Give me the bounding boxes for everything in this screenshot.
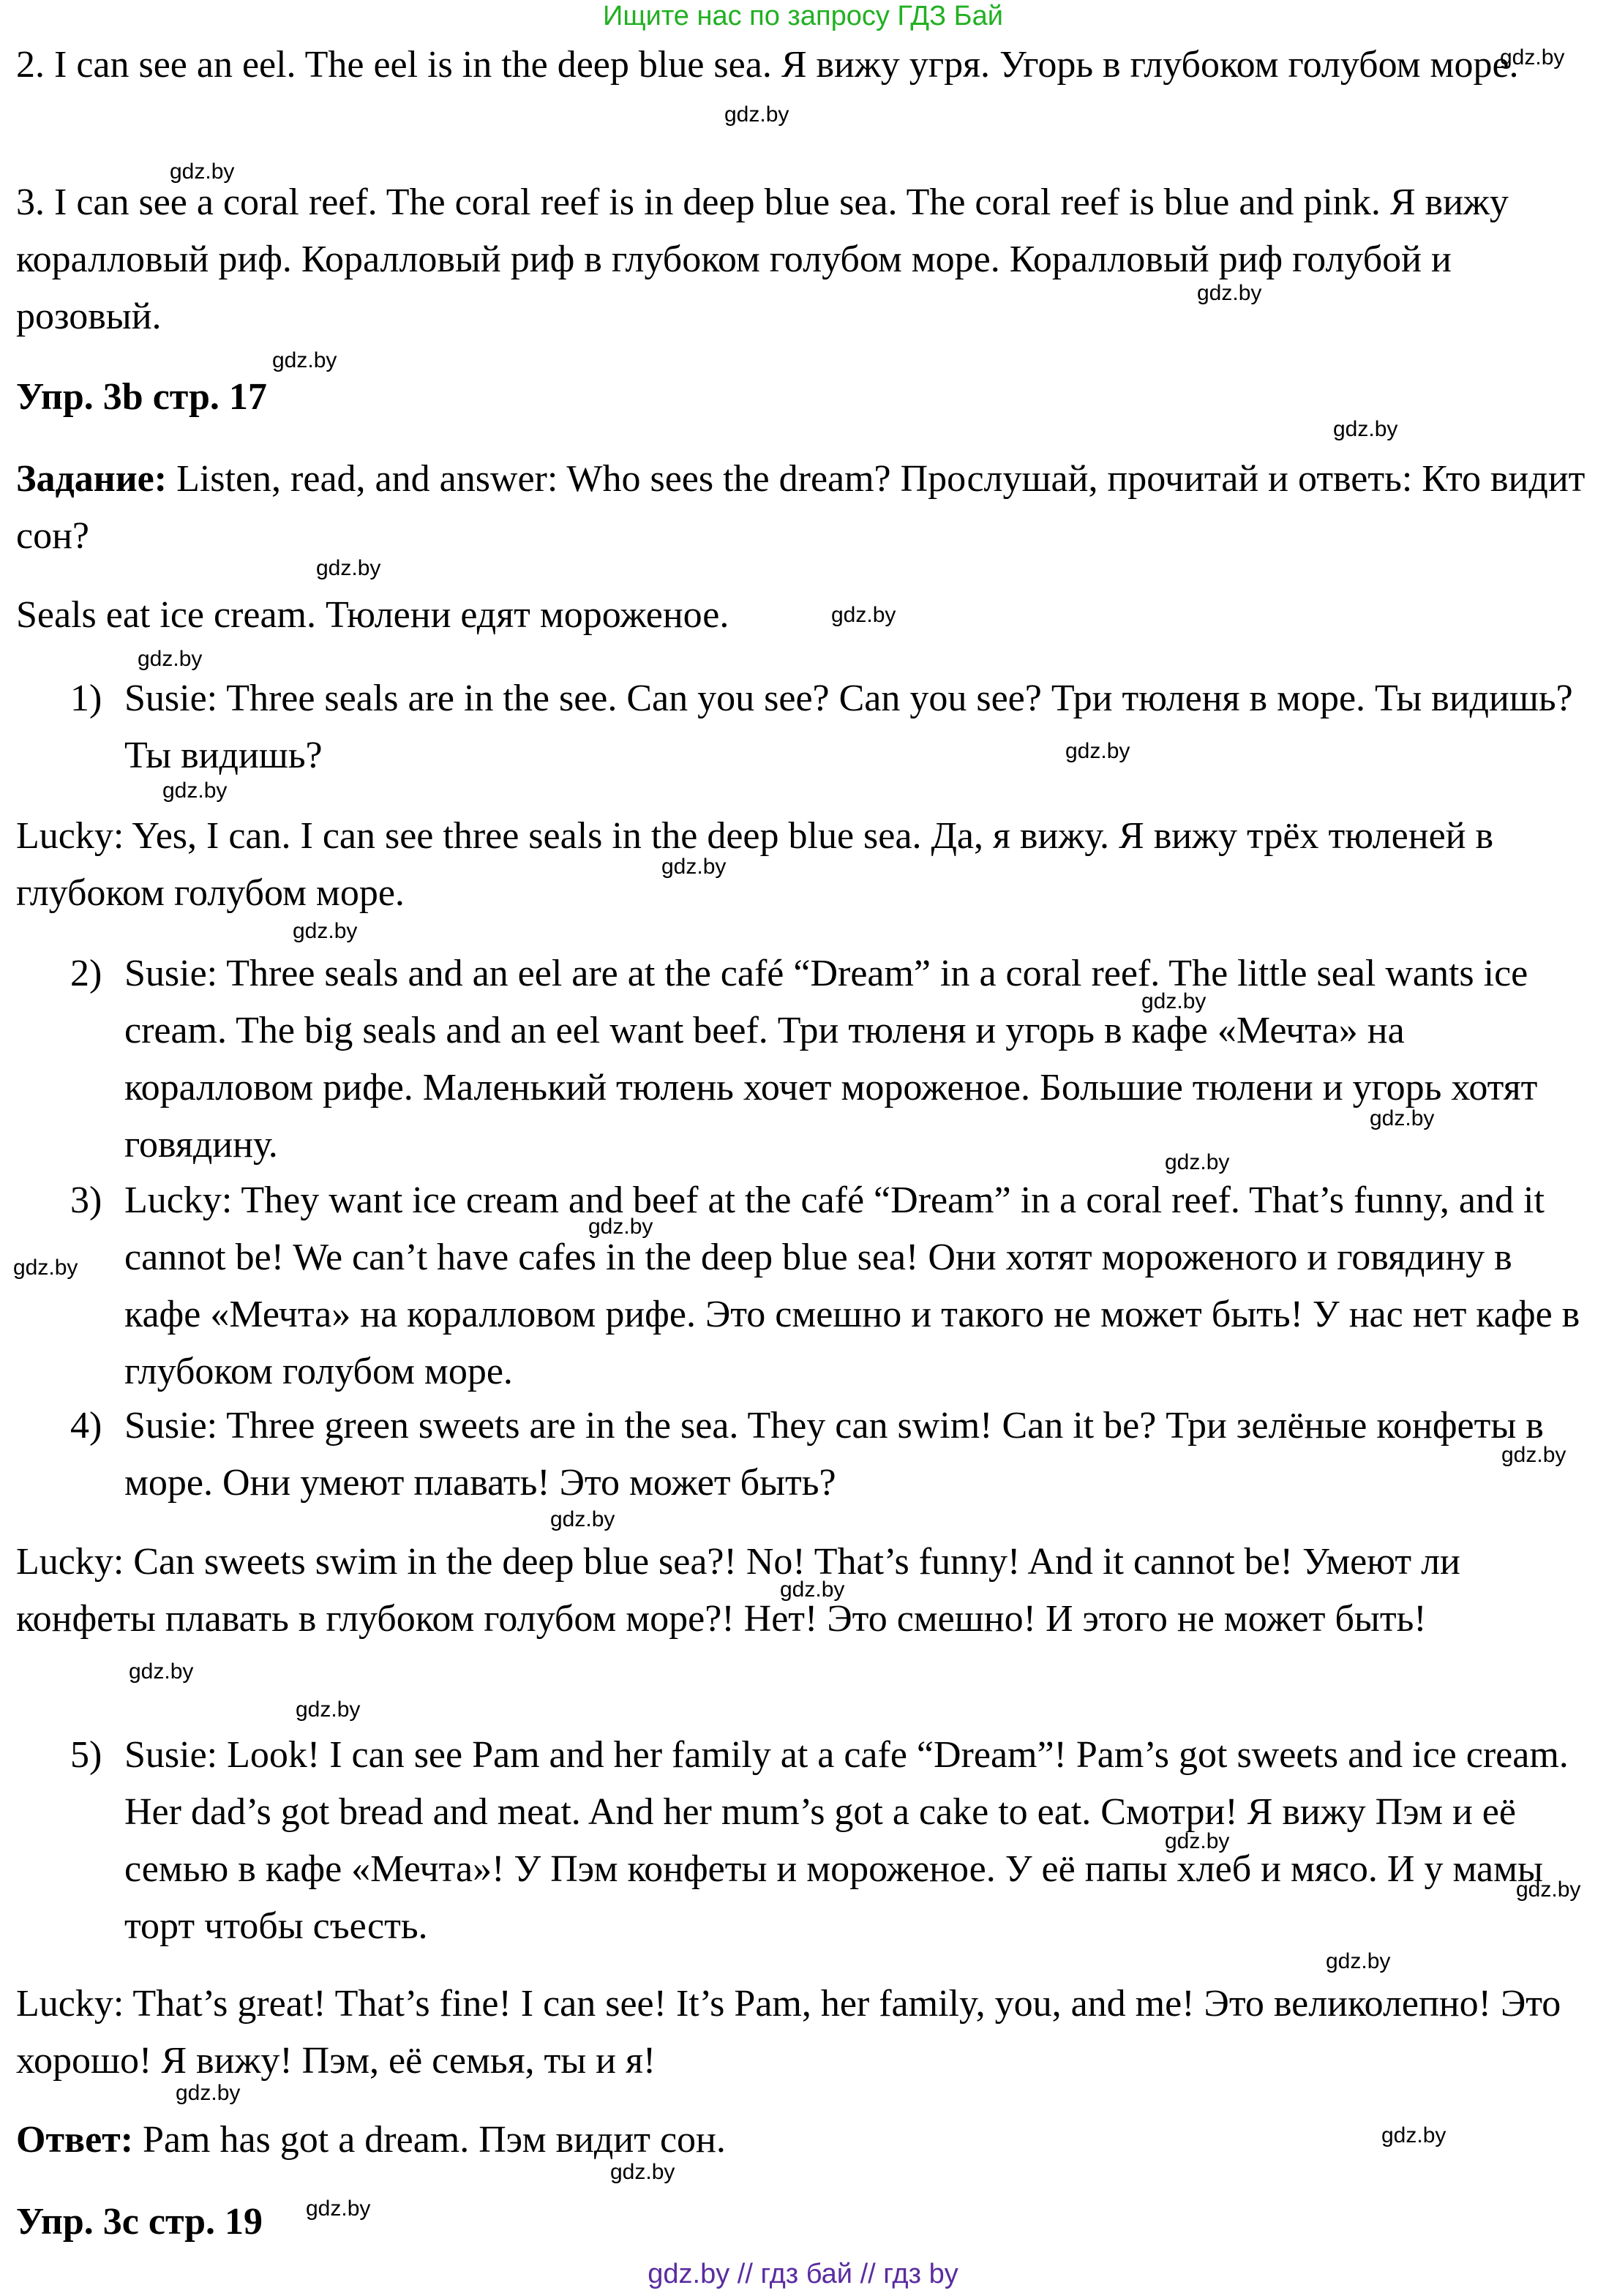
list-item-number: 4) (70, 1405, 102, 1447)
watermark: gdz.by (661, 855, 727, 879)
watermark: gdz.by (724, 102, 789, 127)
answer-label: Ответ: (16, 2119, 134, 2161)
list-item-text: Susie: Three seals are in the see. Can you see? Can you see? Три тюленя в море. Ты видишь? Ты видишь? (124, 678, 1573, 776)
watermark: gdz.by (1516, 1877, 1581, 1902)
answer-paragraph (16, 2112, 1593, 2169)
list-item-number: 3) (70, 1179, 102, 1221)
watermark: gdz.by (1370, 1106, 1435, 1130)
watermark: gdz.by (1141, 989, 1207, 1013)
watermark: gdz.by (1165, 1150, 1230, 1174)
watermark: gdz.by (316, 556, 381, 580)
site-footer-links[interactable]: gdz.by // гдз бай // гдз by (648, 2259, 958, 2289)
exercise-heading-3b: Упр. 3b стр. 17 (16, 376, 267, 418)
watermark: gdz.by (610, 2160, 675, 2184)
watermark: gdz.by (1165, 1829, 1230, 1853)
list-item-number: 2) (70, 953, 102, 994)
paragraph-3: 3. I can see a coral reef. The coral reef is in deep blue sea. The coral reef is blue and pink. Я вижу коралловый риф. Коралловый риф в глубоком голубом море. Коралловый риф голубой и розовый. (16, 181, 1509, 337)
lucky-reply-1: Lucky: Yes, I can. I can see three seals in the deep blue sea. Да, я вижу. Я вижу трёх тюленей в глубоком голубом море. (16, 815, 1494, 914)
watermark: gdz.by (296, 1697, 361, 1722)
lucky-reply-5: Lucky: That’s great! That’s fine! I can see! It’s Pam, her family, you, and me! Это великолепно! Это хорошо! Я вижу! Пэм, её семья, ты и я! (16, 1983, 1561, 2082)
list-item-number: 1) (70, 678, 102, 719)
paragraph-2: 2. I can see an eel. The eel is in the deep blue sea. Я вижу угря. Угорь в глубоком голубом море. (16, 44, 1519, 86)
task-label: Задание: (16, 458, 168, 500)
watermark: gdz.by (129, 1659, 194, 1684)
watermark: gdz.by (780, 1577, 845, 1602)
watermark: gdz.by (1381, 2123, 1446, 2147)
list-item-text: Susie: Three seals and an eel are at the café “Dream” in a coral reef. The little seal wants ice cream. The big seals and an eel want beef. Три тюленя и угорь в кафе «Мечта» на коралловом рифе. Маленький тюлень хочет мороженое. Большие тюлени и угорь хотят говядину. (124, 953, 1538, 1166)
list-item-number: 5) (70, 1734, 102, 1776)
answer-text: Pam has got a dream. Пэм видит сон. (133, 2119, 726, 2161)
watermark: gdz.by (1065, 739, 1130, 763)
task-paragraph (16, 451, 1593, 565)
task-text: Listen, read, and answer: Who sees the dream? Прослушай, прочитай и ответь: Кто видит сон? (16, 458, 1586, 557)
list-item-text: Lucky: They want ice cream and beef at the café “Dream” in a coral reef. That’s funny, and it cannot be! We can’t have cafes in the deep blue sea! Они хотят мороженого и говядину в кафе «Мечта» на коралловом рифе. Это смешно и такого не может быть! У нас нет кафе в глубоком голубом море. (124, 1179, 1580, 1392)
watermark: gdz.by (13, 1256, 78, 1280)
watermark: gdz.by (138, 647, 203, 671)
watermark: gdz.by (1333, 417, 1398, 441)
site-header-banner[interactable]: Ищите нас по запросу ГДЗ Бай (603, 1, 1003, 31)
watermark: gdz.by (588, 1215, 653, 1239)
story-title-line: Seals eat ice cream. Тюлени едят мороженое. (16, 594, 729, 636)
exercise-heading-3c: Упр. 3с стр. 19 (16, 2201, 263, 2243)
watermark: gdz.by (1500, 45, 1565, 70)
lucky-reply-4: Lucky: Can sweets swim in the deep blue sea?! No! That’s funny! And it cannot be! Умеют ли конфеты плавать в глубоком голубом море?! Нет! Это смешно! И этого не может быть! (16, 1541, 1460, 1640)
watermark: gdz.by (162, 779, 228, 803)
watermark: gdz.by (306, 2196, 371, 2221)
watermark: gdz.by (1326, 1949, 1391, 1973)
watermark: gdz.by (1197, 281, 1262, 305)
watermark: gdz.by (170, 160, 235, 184)
watermark: gdz.by (272, 348, 337, 372)
list-item-text: Susie: Three green sweets are in the sea. They can swim! Can it be? Три зелёные конфеты в море. Они умеют плавать! Это может быть? (124, 1405, 1544, 1504)
watermark: gdz.by (293, 919, 358, 943)
list-item-text: Susie: Look! I can see Pam and her family at a cafe “Dream”! Pam’s got sweets and ice cream. Her dad’s got bread and meat. And her mum’s got a cake to eat. Смотри! Я вижу Пэм и её семью в кафе «Мечта»! У Пэм конфеты и мороженое. У её папы хлеб и мясо. И у мамы торт чтобы съесть. (124, 1734, 1569, 1947)
watermark: gdz.by (1501, 1443, 1566, 1467)
watermark: gdz.by (550, 1507, 615, 1531)
watermark: gdz.by (176, 2081, 241, 2105)
watermark: gdz.by (831, 603, 896, 627)
